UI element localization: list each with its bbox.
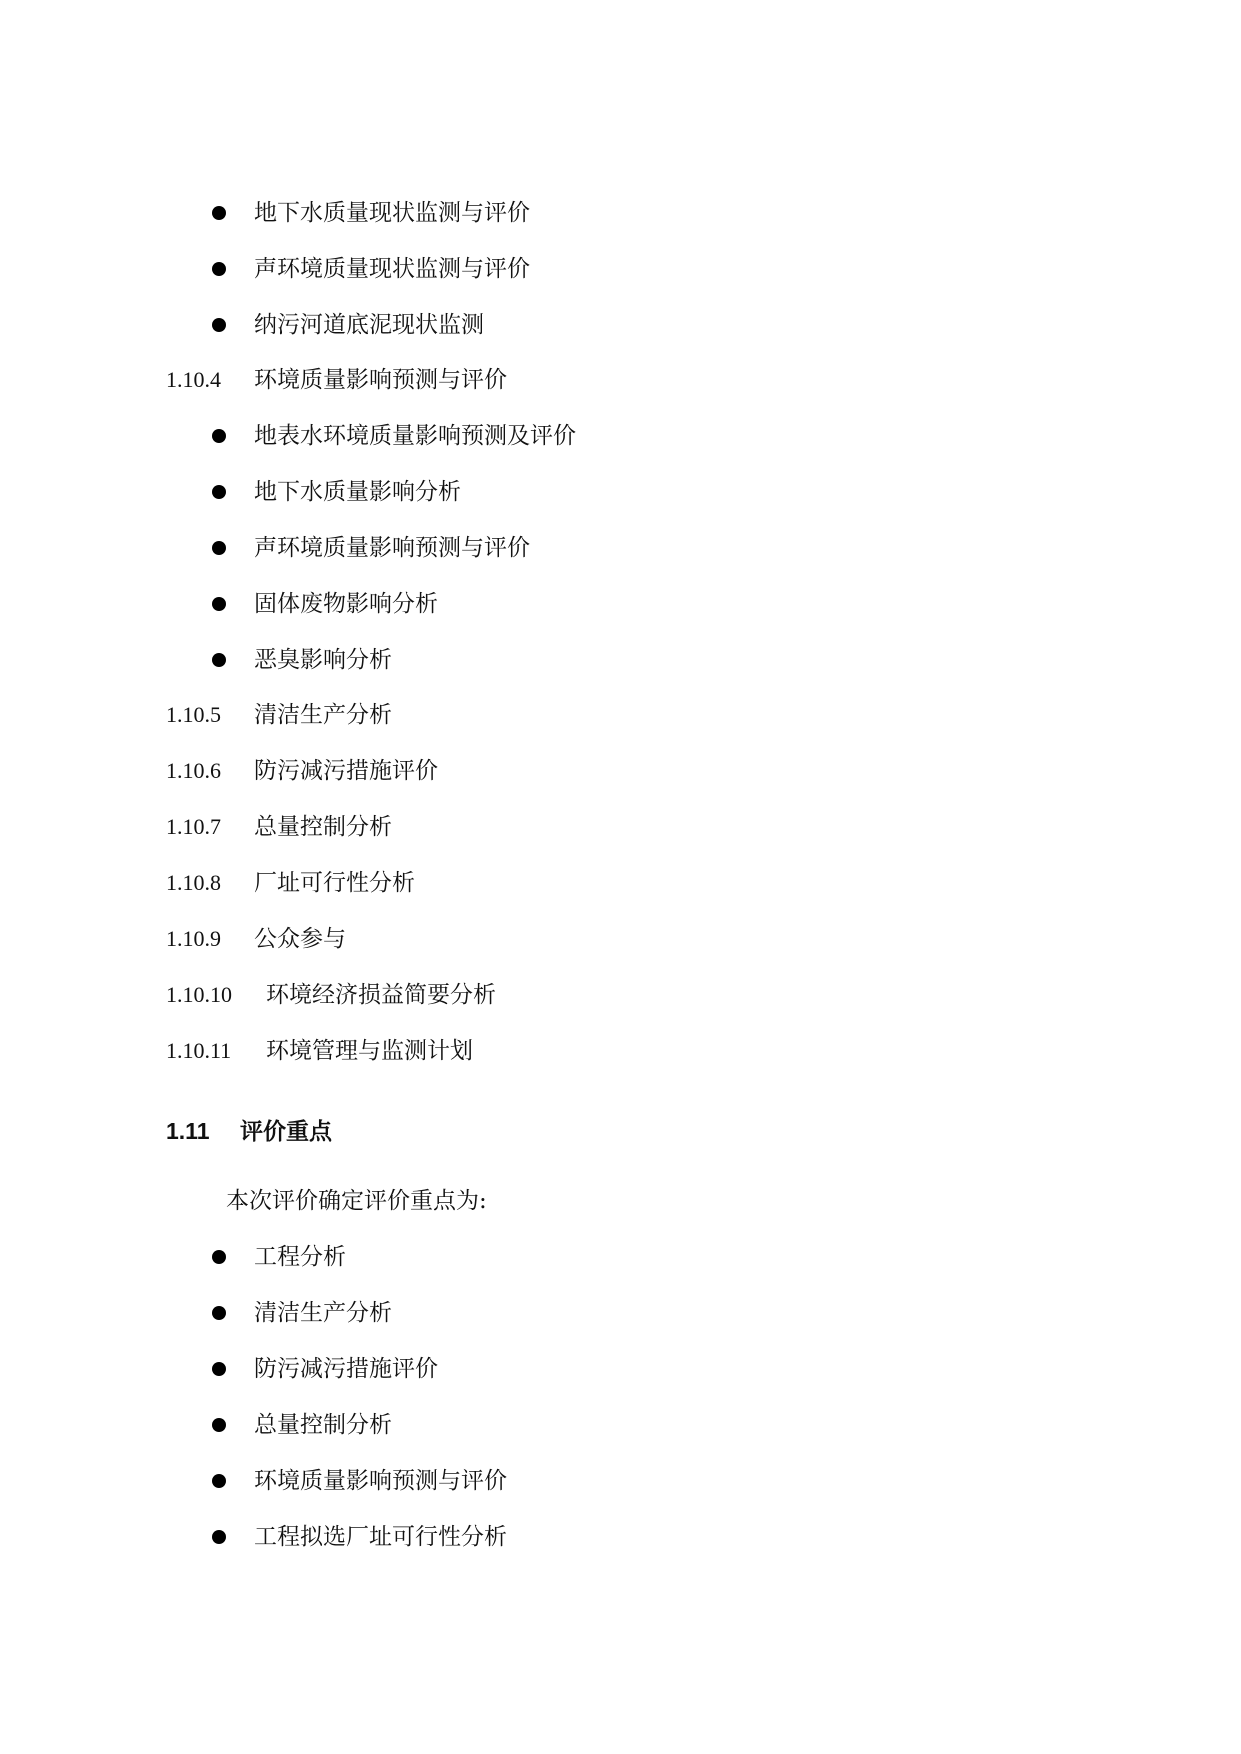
list-item-text: 固体废物影响分析 — [254, 591, 438, 617]
list-item-text: 声环境质量影响预测与评价 — [254, 535, 530, 561]
list-item-text: 声环境质量现状监测与评价 — [254, 256, 530, 282]
subsection-number: 1.10.11 — [166, 1038, 232, 1063]
list-item-text: 纳污河道底泥现状监测 — [254, 312, 484, 338]
subsection-number: 1.10.8 — [166, 870, 221, 895]
bullet-icon — [212, 1250, 226, 1264]
list-item-text: 地表水环境质量影响预测及评价 — [254, 423, 576, 449]
list-item-text: 清洁生产分析 — [254, 1300, 392, 1326]
subsection-number: 1.10.4 — [166, 367, 221, 392]
subsection-title: 环境质量影响预测与评价 — [254, 367, 507, 393]
subsection-title: 环境经济损益简要分析 — [266, 982, 496, 1008]
bullet-icon — [212, 318, 226, 332]
subsection-title: 公众参与 — [254, 926, 346, 952]
subsection-number: 1.10.7 — [166, 814, 221, 839]
subsection-title: 厂址可行性分析 — [254, 870, 415, 896]
bullet-icon — [212, 206, 226, 220]
list-item-text: 工程拟选厂址可行性分析 — [254, 1524, 507, 1550]
bullet-icon — [212, 429, 226, 443]
subsection-number: 1.10.6 — [166, 758, 221, 783]
bullet-icon — [212, 1474, 226, 1488]
list-item-text: 工程分析 — [254, 1244, 346, 1270]
subsection-title: 环境管理与监测计划 — [266, 1038, 473, 1064]
list-item-text: 地下水质量现状监测与评价 — [254, 200, 530, 226]
bullet-icon — [212, 1362, 226, 1376]
section-title: 评价重点 — [240, 1118, 332, 1144]
bullet-icon — [212, 1530, 226, 1544]
subsection-title: 清洁生产分析 — [254, 702, 392, 728]
list-item-text: 地下水质量影响分析 — [254, 479, 461, 505]
section-number: 1.11 — [166, 1118, 210, 1144]
bullet-icon — [212, 597, 226, 611]
subsection-title: 总量控制分析 — [254, 814, 392, 840]
list-item-text: 恶臭影响分析 — [254, 647, 392, 673]
list-item-text: 环境质量影响预测与评价 — [254, 1468, 507, 1494]
bullet-icon — [212, 653, 226, 667]
bullet-icon — [212, 1418, 226, 1432]
subsection-title: 防污减污措施评价 — [254, 758, 438, 784]
bullet-icon — [212, 262, 226, 276]
subsection-number: 1.10.5 — [166, 702, 221, 727]
subsection-number: 1.10.9 — [166, 926, 221, 951]
list-item-text: 防污减污措施评价 — [254, 1356, 438, 1382]
bullet-icon — [212, 1306, 226, 1320]
intro-paragraph: 本次评价确定评价重点为: — [226, 1188, 487, 1214]
bullet-icon — [212, 485, 226, 499]
bullet-icon — [212, 541, 226, 555]
subsection-number: 1.10.10 — [166, 982, 232, 1007]
list-item-text: 总量控制分析 — [254, 1412, 392, 1438]
